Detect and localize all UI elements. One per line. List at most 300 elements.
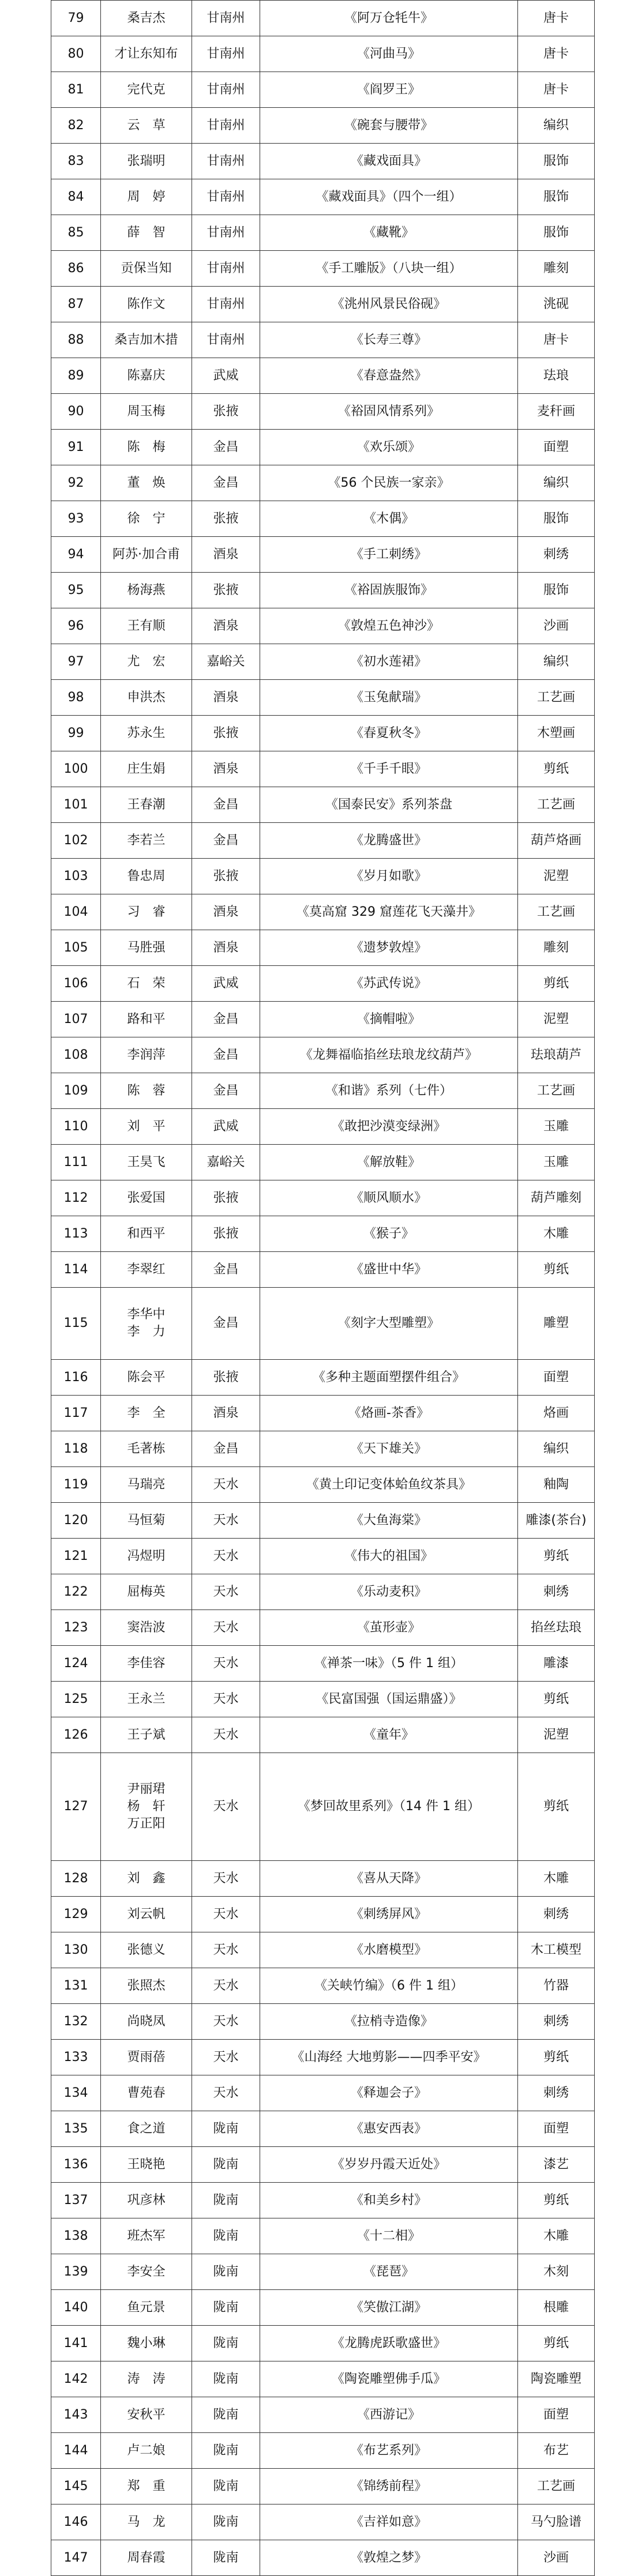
artist-name: 石 荣: [101, 966, 192, 1002]
table-row: [51, 2004, 595, 2040]
work-title: 《手工雕版》（八块一组）: [260, 251, 518, 287]
row-number: 79: [51, 1, 101, 36]
row-number: 82: [51, 108, 101, 144]
row-number: 146: [51, 2504, 101, 2540]
work-title: 《岁月如歌》: [260, 859, 518, 894]
region: 金昌: [192, 1037, 260, 1073]
artist-name: 路和平: [101, 1002, 192, 1037]
table-row: [51, 2504, 595, 2540]
work-title: 《阎罗王》: [260, 72, 518, 108]
table-row: [51, 501, 595, 537]
craft-category: 珐琅: [518, 358, 595, 394]
region: 陇南: [192, 2397, 260, 2433]
work-title: 《初水莲裙》: [260, 644, 518, 680]
region: 张掖: [192, 573, 260, 608]
craft-category: 木塑画: [518, 716, 595, 751]
region: 甘南州: [192, 108, 260, 144]
region: 天水: [192, 1861, 260, 1897]
craft-category: 釉陶: [518, 1467, 595, 1503]
row-number: 131: [51, 1968, 101, 2004]
table-row: [51, 2183, 595, 2218]
region: 嘉峪关: [192, 1145, 260, 1180]
craft-category: 剪纸: [518, 2326, 595, 2361]
table-row: [51, 1932, 595, 1968]
region: 张掖: [192, 716, 260, 751]
work-title: 《千手千眼》: [260, 751, 518, 787]
table-row: [51, 72, 595, 108]
table-row: [51, 2326, 595, 2361]
region: 陇南: [192, 2147, 260, 2183]
work-title: 《阿万仓牦牛》: [260, 1, 518, 36]
craft-category: 刺绣: [518, 1574, 595, 1610]
row-number: 128: [51, 1861, 101, 1897]
row-number: 119: [51, 1467, 101, 1503]
row-number: 98: [51, 680, 101, 716]
craft-category: 珐琅葫芦: [518, 1037, 595, 1073]
craft-category: 面塑: [518, 2397, 595, 2433]
row-number: 100: [51, 751, 101, 787]
work-title: 《藏靴》: [260, 215, 518, 251]
work-title: 《琵琶》: [260, 2254, 518, 2290]
craft-category: 唐卡: [518, 322, 595, 358]
row-number: 107: [51, 1002, 101, 1037]
region: 天水: [192, 1717, 260, 1753]
row-number: 93: [51, 501, 101, 537]
craft-category: 葫芦烙画: [518, 823, 595, 859]
artist-name-line: 杨 轩: [127, 1799, 166, 1814]
table-row: [51, 1360, 595, 1396]
table-row: [51, 1431, 595, 1467]
artist-name: 王春潮: [101, 787, 192, 823]
artist-name: 习 睿: [101, 894, 192, 930]
table-row: [51, 573, 595, 608]
table-row: [51, 1216, 595, 1252]
row-number: 83: [51, 144, 101, 179]
region: 陇南: [192, 2540, 260, 2576]
artist-name: 尤 宏: [101, 644, 192, 680]
work-title: 《裕固风情系列》: [260, 394, 518, 430]
table-row: [51, 1109, 595, 1145]
craft-category: 剪纸: [518, 966, 595, 1002]
row-number: 84: [51, 179, 101, 215]
region: 陇南: [192, 2504, 260, 2540]
region: 陇南: [192, 2469, 260, 2504]
region: 天水: [192, 1646, 260, 1682]
craft-category: 泥塑: [518, 859, 595, 894]
craft-category: 木雕: [518, 1861, 595, 1897]
row-number: 109: [51, 1073, 101, 1109]
table-row: [51, 1, 595, 36]
table-row: [51, 1145, 595, 1180]
craft-category: 泥塑: [518, 1717, 595, 1753]
work-title: 《刺绣屏风》: [260, 1897, 518, 1932]
row-number: 86: [51, 251, 101, 287]
table-row: [51, 2218, 595, 2254]
table-row: [51, 751, 595, 787]
work-title: 《山海经 大地剪影——四季平安》: [260, 2040, 518, 2075]
row-number: 105: [51, 930, 101, 966]
region: 武威: [192, 966, 260, 1002]
registry-table-wrapper: [51, 0, 594, 2576]
work-title: 《布艺系列》: [260, 2433, 518, 2469]
craft-category: 漆艺: [518, 2147, 595, 2183]
artist-name: 冯煜明: [101, 1539, 192, 1574]
table-row: [51, 537, 595, 573]
row-number: 127: [51, 1753, 101, 1861]
table-row: [51, 894, 595, 930]
work-title: 《释迦会子》: [260, 2075, 518, 2111]
row-number: 137: [51, 2183, 101, 2218]
artist-name-line: 尹丽珺: [127, 1782, 166, 1796]
region: 嘉峪关: [192, 644, 260, 680]
table-row: [51, 1252, 595, 1288]
row-number: 118: [51, 1431, 101, 1467]
artist-name: 陈作文: [101, 287, 192, 322]
table-row: [51, 966, 595, 1002]
region: 天水: [192, 2075, 260, 2111]
row-number: 140: [51, 2290, 101, 2326]
work-title: 《洮州风景民俗砚》: [260, 287, 518, 322]
artist-name: 张照杰: [101, 1968, 192, 2004]
artist-name: 庄生娟: [101, 751, 192, 787]
work-title: 《和美乡村》: [260, 2183, 518, 2218]
region: 陇南: [192, 2254, 260, 2290]
work-title: 《锦绣前程》: [260, 2469, 518, 2504]
region: 天水: [192, 1610, 260, 1646]
region: 酒泉: [192, 894, 260, 930]
craft-category: 剪纸: [518, 2183, 595, 2218]
craft-category: 剪纸: [518, 751, 595, 787]
artist-name: 王有顺: [101, 608, 192, 644]
artist-name: 陈会平: [101, 1360, 192, 1396]
table-row: [51, 2040, 595, 2075]
table-row: [51, 215, 595, 251]
work-title: 《多种主题面塑摆件组合》: [260, 1360, 518, 1396]
region: 天水: [192, 1753, 260, 1861]
row-number: 89: [51, 358, 101, 394]
row-number: 95: [51, 573, 101, 608]
artist-name: 魏小琳: [101, 2326, 192, 2361]
region: 陇南: [192, 2326, 260, 2361]
table-row: [51, 1288, 595, 1360]
table-row: [51, 2397, 595, 2433]
table-row: [51, 1073, 595, 1109]
row-number: 103: [51, 859, 101, 894]
row-number: 114: [51, 1252, 101, 1288]
artist-name: 班杰军: [101, 2218, 192, 2254]
artist-name: 陈 蓉: [101, 1073, 192, 1109]
artist-name: 郑 重: [101, 2469, 192, 2504]
row-number: 106: [51, 966, 101, 1002]
work-title: 《国泰民安》系列茶盘: [260, 787, 518, 823]
work-title: 《乐动麦积》: [260, 1574, 518, 1610]
craft-category: 布艺: [518, 2433, 595, 2469]
artist-name: 阿苏·加合甫: [101, 537, 192, 573]
row-number: 97: [51, 644, 101, 680]
artist-name: 曹苑春: [101, 2075, 192, 2111]
table-row: [51, 1610, 595, 1646]
craft-category: 葫芦雕刻: [518, 1180, 595, 1216]
region: 甘南州: [192, 179, 260, 215]
craft-category: 工艺画: [518, 894, 595, 930]
artist-name: 申洪杰: [101, 680, 192, 716]
work-title: 《禅茶一味》（5 件 1 组）: [260, 1646, 518, 1682]
craft-category: 刺绣: [518, 2075, 595, 2111]
table-row: [51, 1002, 595, 1037]
region: 甘南州: [192, 215, 260, 251]
craft-category: 掐丝珐琅: [518, 1610, 595, 1646]
artist-name: 李 全: [101, 1396, 192, 1431]
row-number: 94: [51, 537, 101, 573]
work-title: 《解放鞋》: [260, 1145, 518, 1180]
row-number: 134: [51, 2075, 101, 2111]
craft-category: 剪纸: [518, 1682, 595, 1717]
table-row: [51, 108, 595, 144]
row-number: 81: [51, 72, 101, 108]
table-row: [51, 1717, 595, 1753]
artist-name: 陈 梅: [101, 430, 192, 465]
artist-name: 刘 平: [101, 1109, 192, 1145]
craft-category: 马勺脸谱: [518, 2504, 595, 2540]
table-row: [51, 680, 595, 716]
craft-category: 唐卡: [518, 36, 595, 72]
work-title: 《莫高窟 329 窟莲花飞天藻井》: [260, 894, 518, 930]
row-number: 92: [51, 465, 101, 501]
row-number: 102: [51, 823, 101, 859]
table-row: [51, 1682, 595, 1717]
row-number: 115: [51, 1288, 101, 1360]
table-row: [51, 2540, 595, 2576]
table-row: [51, 1467, 595, 1503]
region: 天水: [192, 1503, 260, 1539]
craft-category: 麦秆画: [518, 394, 595, 430]
work-title: 《十二相》: [260, 2218, 518, 2254]
artist-name: 张爱国: [101, 1180, 192, 1216]
region: 甘南州: [192, 36, 260, 72]
artist-name: 尚晓凤: [101, 2004, 192, 2040]
row-number: 87: [51, 287, 101, 322]
region: 武威: [192, 1109, 260, 1145]
region: 金昌: [192, 1431, 260, 1467]
artist-name: 李润萍: [101, 1037, 192, 1073]
region: 金昌: [192, 1288, 260, 1360]
region: 张掖: [192, 859, 260, 894]
craft-category: 沙画: [518, 2540, 595, 2576]
region: 金昌: [192, 1252, 260, 1288]
table-row: [51, 859, 595, 894]
work-title: 《碗套与腰带》: [260, 108, 518, 144]
row-number: 130: [51, 1932, 101, 1968]
work-title: 《裕固族服饰》: [260, 573, 518, 608]
craft-category: 服饰: [518, 501, 595, 537]
craft-category: 刺绣: [518, 2004, 595, 2040]
artist-name: [101, 1288, 192, 1360]
craft-category: 工艺画: [518, 2469, 595, 2504]
work-title: 《童年》: [260, 1717, 518, 1753]
artist-name: 张德义: [101, 1932, 192, 1968]
craft-category: 根雕: [518, 2290, 595, 2326]
table-row: [51, 716, 595, 751]
craft-category: 工艺画: [518, 680, 595, 716]
row-number: 80: [51, 36, 101, 72]
region: 甘南州: [192, 1, 260, 36]
artist-name: 窦浩波: [101, 1610, 192, 1646]
row-number: 112: [51, 1180, 101, 1216]
work-title: 《龙腾盛世》: [260, 823, 518, 859]
region: 酒泉: [192, 608, 260, 644]
row-number: 126: [51, 1717, 101, 1753]
work-title: 《民富国强（国运鼎盛）》: [260, 1682, 518, 1717]
row-number: 133: [51, 2040, 101, 2075]
registry-table-body: [51, 1, 595, 2576]
work-title: 《水磨模型》: [260, 1932, 518, 1968]
craft-category: 唐卡: [518, 1, 595, 36]
region: 甘南州: [192, 287, 260, 322]
artist-name: 桑吉加木措: [101, 322, 192, 358]
craft-category: 剪纸: [518, 1539, 595, 1574]
work-title: 《天下雄关》: [260, 1431, 518, 1467]
craft-category: 雕漆(茶台): [518, 1503, 595, 1539]
craft-category: 洮砚: [518, 287, 595, 322]
craft-category: 编织: [518, 644, 595, 680]
artist-name: 周 婷: [101, 179, 192, 215]
region: 陇南: [192, 2290, 260, 2326]
region: 陇南: [192, 2433, 260, 2469]
work-title: 《猴子》: [260, 1216, 518, 1252]
work-title: 《敦煌之梦》: [260, 2540, 518, 2576]
craft-category: 木雕: [518, 1216, 595, 1252]
row-number: 145: [51, 2469, 101, 2504]
table-row: [51, 1897, 595, 1932]
work-title: 《顺风顺水》: [260, 1180, 518, 1216]
artist-name: 马胜强: [101, 930, 192, 966]
artist-name: 杨海燕: [101, 573, 192, 608]
artist-name: 贡保当知: [101, 251, 192, 287]
artist-name: 李翠红: [101, 1252, 192, 1288]
table-row: [51, 465, 595, 501]
table-row: [51, 1503, 595, 1539]
work-title: 《春意盎然》: [260, 358, 518, 394]
region: 天水: [192, 2040, 260, 2075]
row-number: 116: [51, 1360, 101, 1396]
artist-name: [101, 1753, 192, 1861]
table-row: [51, 787, 595, 823]
artist-name: 马瑞亮: [101, 1467, 192, 1503]
work-title: 《岁岁丹霞天近处》: [260, 2147, 518, 2183]
region: 金昌: [192, 1002, 260, 1037]
craft-category: 木刻: [518, 2254, 595, 2290]
work-title: 《茧形壶》: [260, 1610, 518, 1646]
region: 张掖: [192, 1216, 260, 1252]
row-number: 91: [51, 430, 101, 465]
work-title: 《摘帽啦》: [260, 1002, 518, 1037]
craft-category: 编织: [518, 108, 595, 144]
craft-category: 唐卡: [518, 72, 595, 108]
artist-name: 安秋平: [101, 2397, 192, 2433]
work-title: 《盛世中华》: [260, 1252, 518, 1288]
region: 酒泉: [192, 1396, 260, 1431]
row-number: 124: [51, 1646, 101, 1682]
craft-category: 工艺画: [518, 787, 595, 823]
craft-category: 面塑: [518, 430, 595, 465]
craft-category: 雕漆: [518, 1646, 595, 1682]
row-number: 110: [51, 1109, 101, 1145]
table-row: [51, 287, 595, 322]
craft-category: 刺绣: [518, 1897, 595, 1932]
region: 张掖: [192, 394, 260, 430]
artist-name: 巩彦林: [101, 2183, 192, 2218]
table-row: [51, 2075, 595, 2111]
craft-category: 剪纸: [518, 1252, 595, 1288]
row-number: 90: [51, 394, 101, 430]
craft-category: 雕塑: [518, 1288, 595, 1360]
work-title: 《河曲马》: [260, 36, 518, 72]
craft-category: 刺绣: [518, 537, 595, 573]
artist-name: 鱼元景: [101, 2290, 192, 2326]
craft-category: 烙画: [518, 1396, 595, 1431]
artist-name: 王子斌: [101, 1717, 192, 1753]
artist-name: 屈梅英: [101, 1574, 192, 1610]
table-row: [51, 430, 595, 465]
region: 陇南: [192, 2111, 260, 2147]
table-row: [51, 1574, 595, 1610]
row-number: 132: [51, 2004, 101, 2040]
table-row: [51, 394, 595, 430]
craft-category: 玉雕: [518, 1145, 595, 1180]
craft-category: 编织: [518, 465, 595, 501]
work-title: 《欢乐颂》: [260, 430, 518, 465]
work-title: 《伟大的祖国》: [260, 1539, 518, 1574]
region: 金昌: [192, 1073, 260, 1109]
artist-name: 才让东知布: [101, 36, 192, 72]
region: 陇南: [192, 2218, 260, 2254]
table-row: [51, 1396, 595, 1431]
region: 武威: [192, 358, 260, 394]
artist-name: 李佳容: [101, 1646, 192, 1682]
work-title: 《敦煌五色神沙》: [260, 608, 518, 644]
region: 天水: [192, 1539, 260, 1574]
craft-category: 沙画: [518, 608, 595, 644]
artist-name: 涛 涛: [101, 2361, 192, 2397]
row-number: 96: [51, 608, 101, 644]
table-row: [51, 1753, 595, 1861]
table-row: [51, 144, 595, 179]
table-row: [51, 322, 595, 358]
work-title: 《遗梦敦煌》: [260, 930, 518, 966]
artist-name: 薛 智: [101, 215, 192, 251]
craft-category: 木工模型: [518, 1932, 595, 1968]
craft-category: 木雕: [518, 2218, 595, 2254]
work-title: 《长寿三尊》: [260, 322, 518, 358]
craft-category: 服饰: [518, 144, 595, 179]
artist-name: 卢二娘: [101, 2433, 192, 2469]
region: 陇南: [192, 2183, 260, 2218]
table-row: [51, 608, 595, 644]
craft-category: 剪纸: [518, 1753, 595, 1861]
artist-name-line: 李 力: [127, 1325, 166, 1339]
region: 金昌: [192, 823, 260, 859]
row-number: 138: [51, 2218, 101, 2254]
table-row: [51, 1037, 595, 1073]
region: 张掖: [192, 1180, 260, 1216]
work-title: 《拉梢寺造像》: [260, 2004, 518, 2040]
craft-category: 泥塑: [518, 1002, 595, 1037]
work-title: 《苏武传说》: [260, 966, 518, 1002]
artist-name: 周玉梅: [101, 394, 192, 430]
table-row: [51, 2111, 595, 2147]
table-row: [51, 1180, 595, 1216]
work-title: 《春夏秋冬》: [260, 716, 518, 751]
